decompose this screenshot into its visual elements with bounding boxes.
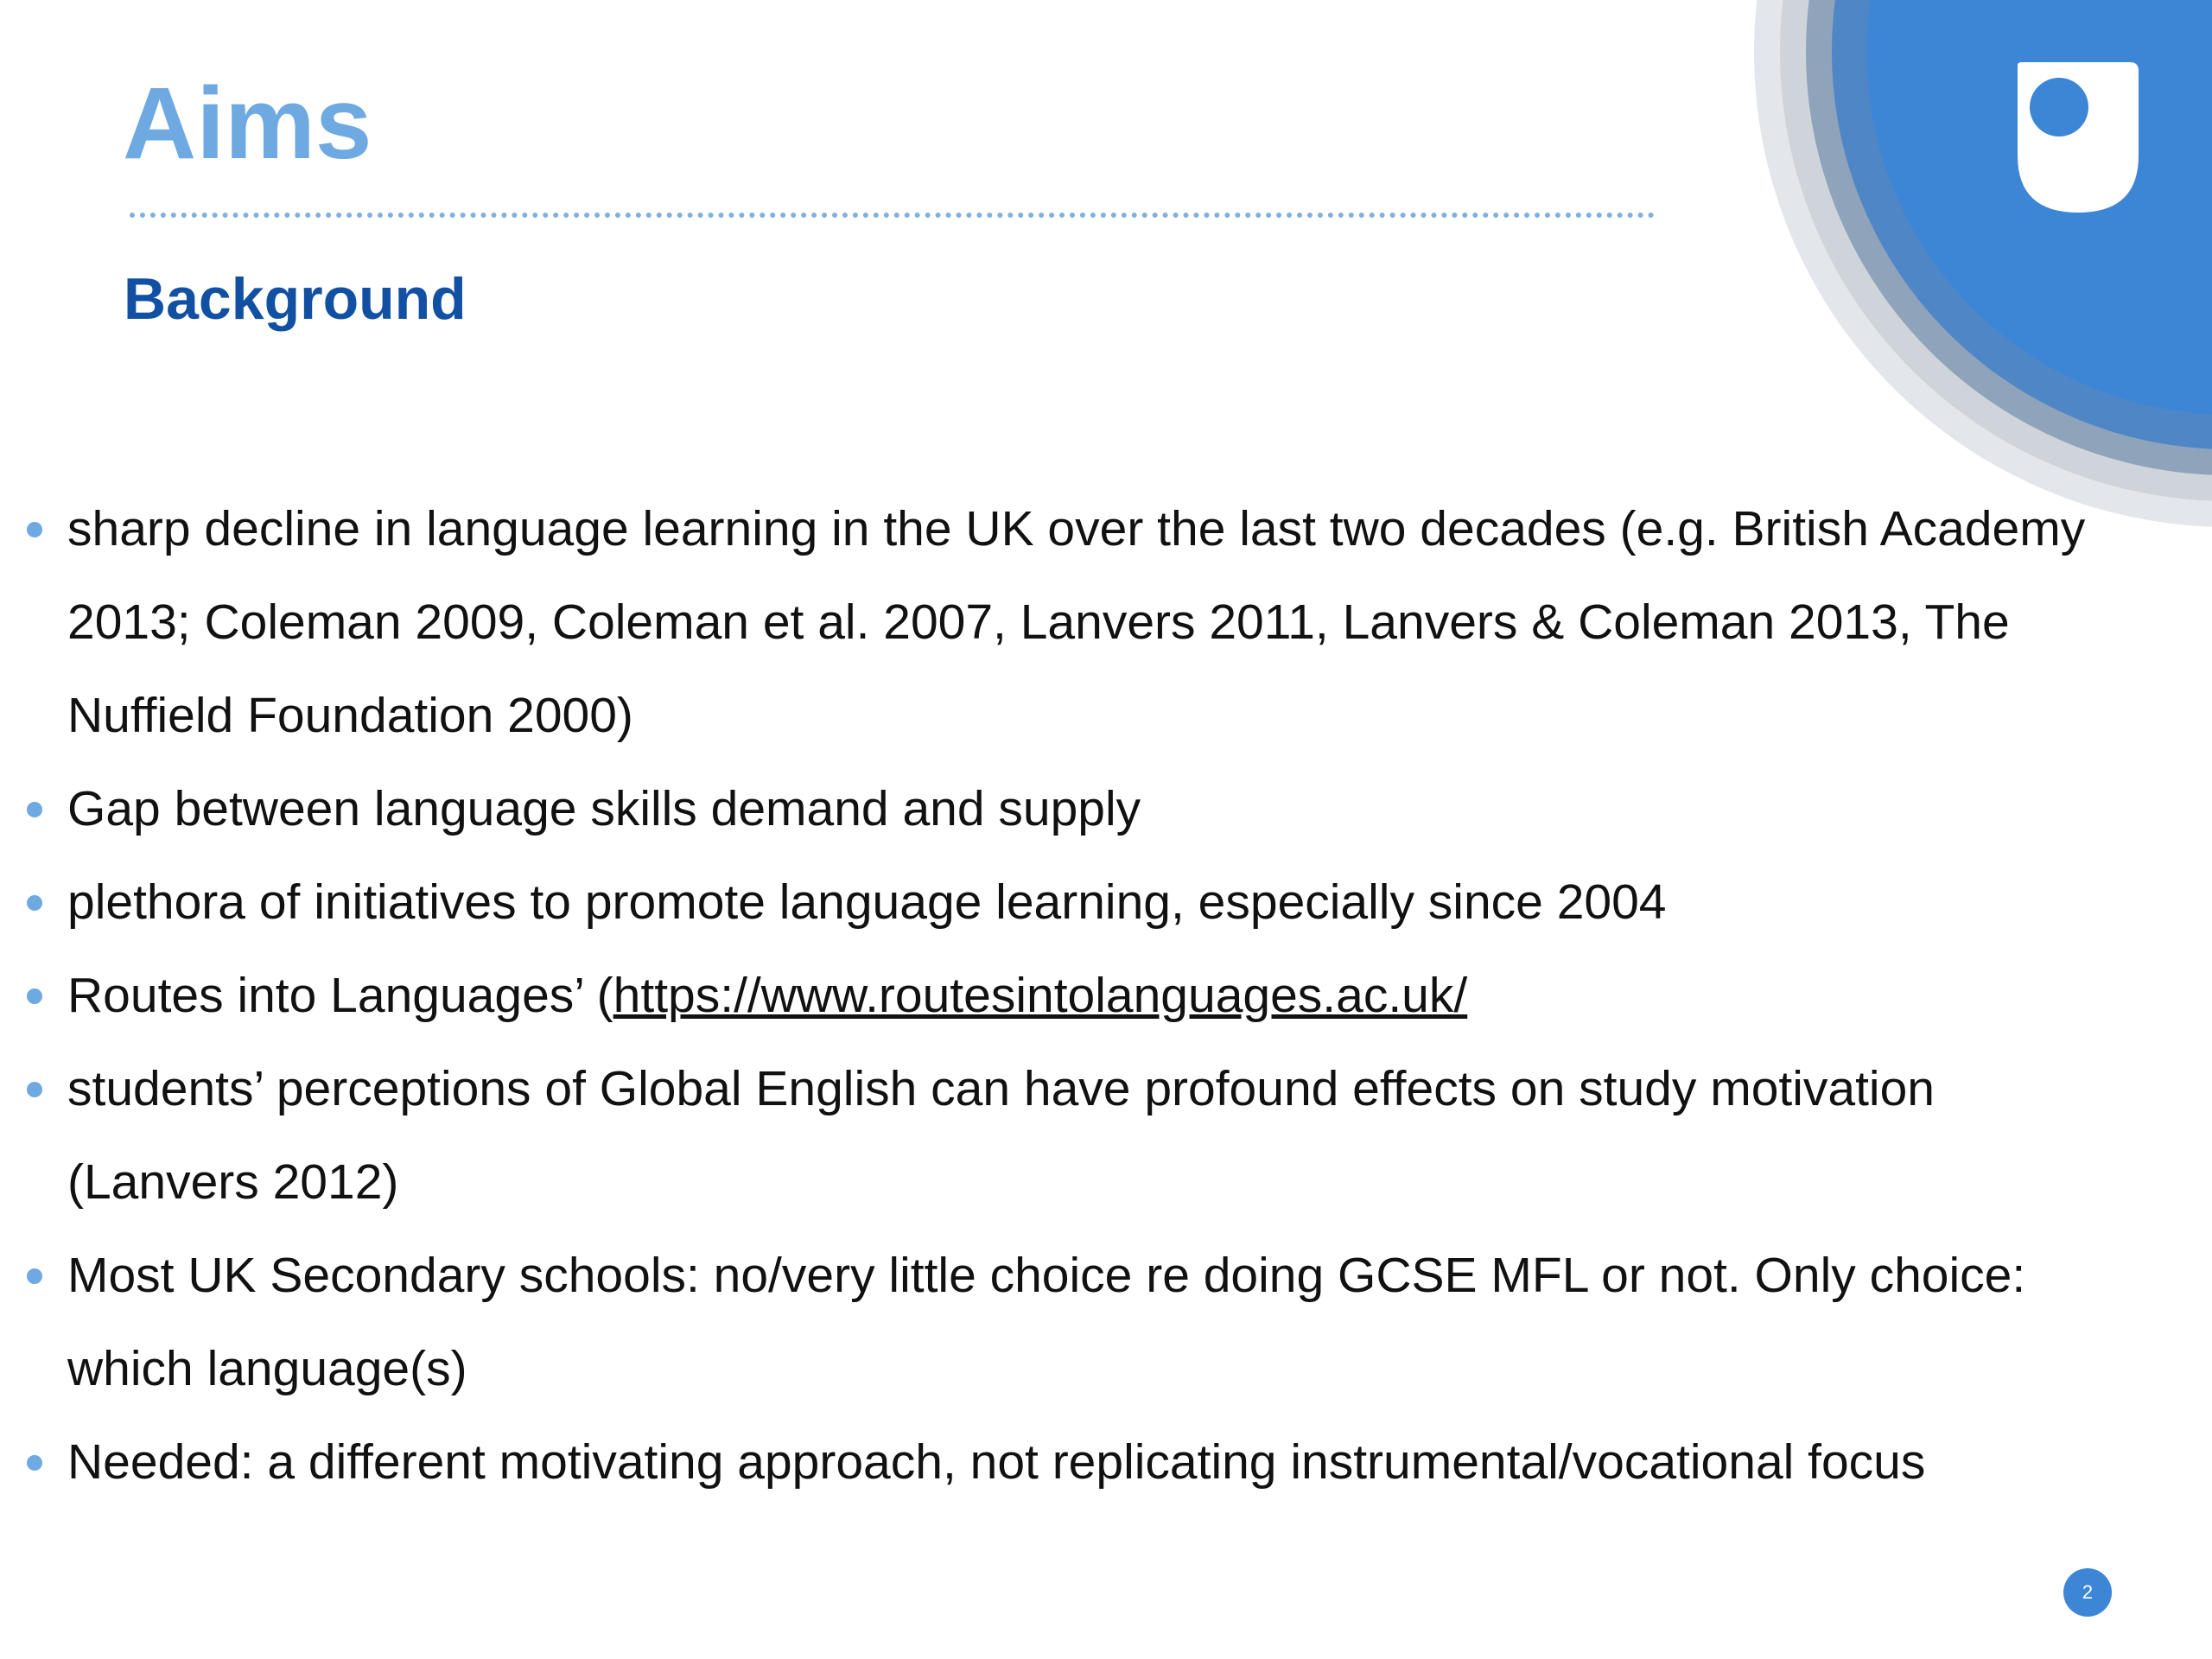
bullet-list — [24, 482, 2133, 1509]
list-item — [24, 855, 2133, 949]
list-item-text: Most UK Secondary schools: no/very little choice re doing GCSE MFL or not. Only choice: which language(s) — [67, 1248, 2026, 1396]
list-item-text: students’ perceptions of Global English can have profound effects on study motivation (Lanvers 2012) — [67, 1061, 1935, 1210]
bullet-dot-icon — [27, 1455, 42, 1471]
bullet-dot-icon — [27, 1082, 42, 1097]
list-item-text: Gap between language skills demand and supply — [67, 781, 1141, 836]
routes-into-languages-link[interactable]: https://www.routesintolanguages.ac.uk/ — [613, 968, 1468, 1023]
list-item-text: sharp decline in language learning in the UK over the last two decades (e.g. British Academy 2013; Coleman 2009, Coleman et al. 2007, Lanvers 2011, Lanvers & Coleman 2013, The Nuffield Foundation 2000) — [67, 501, 2086, 743]
page-number-badge: 2 — [2063, 1568, 2112, 1617]
list-item — [24, 1229, 2133, 1415]
bullet-dot-icon — [27, 522, 42, 537]
list-item-text: plethora of initiatives to promote language learning, especially since 2004 — [67, 874, 1667, 930]
bullet-dot-icon — [27, 1268, 42, 1284]
list-item — [24, 949, 2133, 1042]
list-item — [24, 762, 2133, 855]
list-item — [24, 482, 2133, 762]
list-item-text: Routes into Languages’ ( — [67, 968, 613, 1023]
logo-dot-icon — [2030, 78, 2088, 137]
bullet-dot-icon — [27, 895, 42, 911]
list-item — [24, 1042, 2133, 1229]
open-university-logo — [2009, 60, 2142, 213]
title-divider — [130, 213, 1655, 218]
slide-title: Aims — [123, 67, 372, 181]
list-item — [24, 1415, 2133, 1509]
decorative-circles — [1754, 0, 2212, 527]
section-subtitle: Background — [124, 266, 467, 332]
bullet-dot-icon — [27, 988, 42, 1004]
bullet-dot-icon — [27, 802, 42, 817]
list-item-text: Needed: a different motivating approach, not replicating instrumental/vocational focus — [67, 1434, 1926, 1490]
